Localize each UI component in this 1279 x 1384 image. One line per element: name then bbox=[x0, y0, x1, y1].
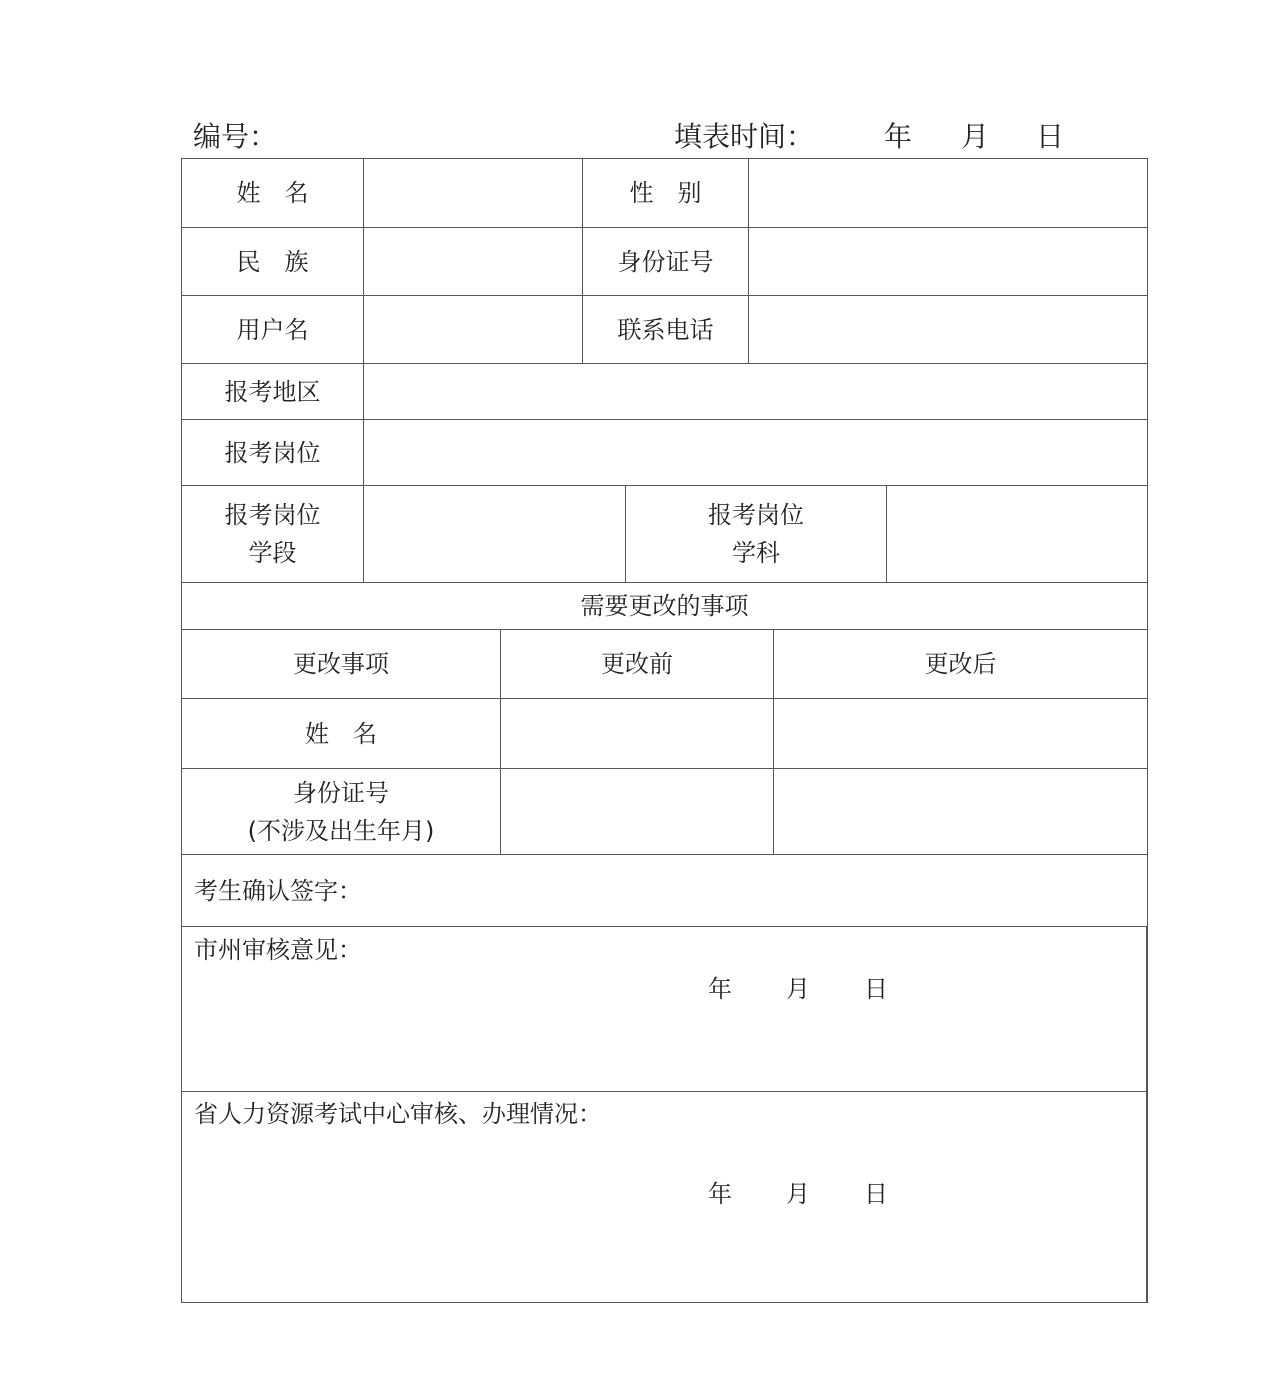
username-label: 用户名 bbox=[182, 296, 364, 363]
position-stage-label: 报考岗位 学段 bbox=[182, 486, 364, 582]
province-review-day: 日 bbox=[864, 1180, 888, 1208]
signature-label: 考生确认签字： bbox=[194, 876, 362, 905]
ethnicity-input[interactable] bbox=[364, 228, 583, 295]
change-item-header: 更改事项 bbox=[182, 630, 501, 698]
phone-input[interactable] bbox=[749, 296, 1147, 363]
header-day-label: 日 bbox=[1036, 120, 1065, 153]
city-review-year: 年 bbox=[708, 975, 732, 1003]
signature-field[interactable] bbox=[182, 855, 1147, 926]
exam-position-input[interactable] bbox=[364, 420, 1147, 485]
number-label: 编号： bbox=[193, 120, 278, 153]
row-ethnicity-id bbox=[182, 228, 1147, 296]
username-input[interactable] bbox=[364, 296, 583, 363]
change-id-after-input[interactable] bbox=[774, 769, 1147, 854]
gender-label: 性 别 bbox=[583, 159, 749, 227]
exam-region-input[interactable] bbox=[364, 364, 1147, 419]
exam-region-label: 报考地区 bbox=[182, 364, 364, 419]
row-username-phone bbox=[182, 296, 1147, 364]
row-change-id bbox=[182, 769, 1147, 855]
before-header: 更改前 bbox=[501, 630, 774, 698]
city-review-label: 市州审核意见： bbox=[194, 936, 362, 964]
header-year-label: 年 bbox=[884, 120, 913, 153]
province-review-year: 年 bbox=[708, 1180, 732, 1208]
changes-title: 需要更改的事项 bbox=[580, 592, 749, 620]
exam-position-label: 报考岗位 bbox=[182, 420, 364, 485]
id-number-input[interactable] bbox=[749, 228, 1147, 295]
header-month-label: 月 bbox=[961, 120, 990, 153]
name-input[interactable] bbox=[364, 159, 583, 227]
position-stage-input[interactable] bbox=[364, 486, 626, 582]
fill-time-label: 填表时间： bbox=[674, 120, 815, 153]
change-id-before-input[interactable] bbox=[501, 769, 774, 854]
gender-input[interactable] bbox=[749, 159, 1147, 227]
change-request-form-table bbox=[181, 158, 1148, 1303]
row-province-review bbox=[182, 1092, 1147, 1302]
change-id-label: 身份证号 (不涉及出生年月) bbox=[182, 769, 501, 854]
row-stage-subject bbox=[182, 486, 1147, 583]
province-review-month: 月 bbox=[786, 1180, 810, 1208]
province-review-field[interactable] bbox=[182, 1092, 1147, 1302]
row-signature bbox=[182, 855, 1147, 927]
name-label: 姓 名 bbox=[182, 159, 364, 227]
position-subject-label: 报考岗位 学科 bbox=[626, 486, 887, 582]
after-header: 更改后 bbox=[924, 650, 997, 678]
change-name-label: 姓 名 bbox=[182, 699, 501, 768]
id-number-label: 身份证号 bbox=[583, 228, 749, 295]
position-subject-input[interactable] bbox=[887, 486, 1147, 582]
change-name-after-input[interactable] bbox=[774, 699, 1147, 768]
ethnicity-label: 民 族 bbox=[182, 228, 364, 295]
row-exam-region bbox=[182, 364, 1147, 420]
change-name-before-input[interactable] bbox=[501, 699, 774, 768]
province-review-label: 省人力资源考试中心审核、办理情况： bbox=[194, 1100, 602, 1128]
city-review-field[interactable] bbox=[182, 927, 1147, 1091]
row-changes-title bbox=[182, 583, 1147, 630]
phone-label: 联系电话 bbox=[583, 296, 749, 363]
city-review-month: 月 bbox=[786, 975, 810, 1003]
row-change-headers bbox=[182, 630, 1147, 699]
city-review-day: 日 bbox=[864, 975, 888, 1003]
row-exam-position bbox=[182, 420, 1147, 486]
row-city-review bbox=[182, 927, 1147, 1092]
row-change-name bbox=[182, 699, 1147, 769]
row-name-gender bbox=[182, 159, 1147, 228]
